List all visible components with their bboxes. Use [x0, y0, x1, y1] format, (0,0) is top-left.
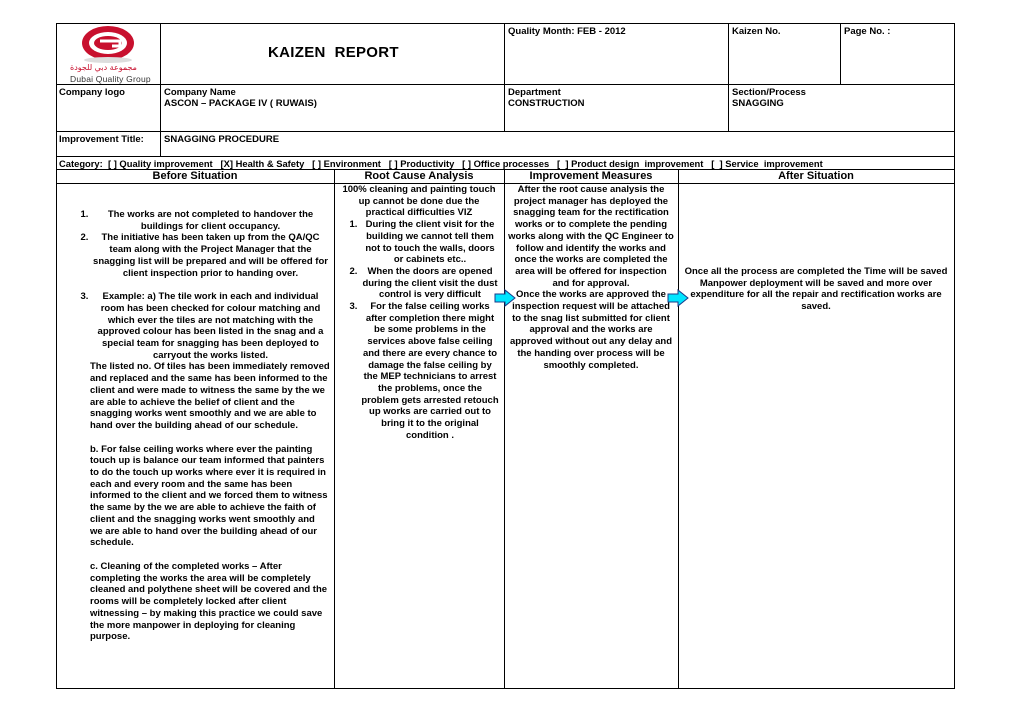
divider-quality: [728, 23, 729, 132]
rule-below-colheads: [56, 183, 955, 184]
before-item-2: 2. The initiative has been taken up from the QA/QC team along with the Project Manager that the snagging list will be prepared and will be offered for client inspection prior to handing over.: [91, 232, 330, 279]
heading-improvement: Improvement Measures: [529, 170, 653, 182]
logo-text: Dubai Quality Group: [70, 74, 151, 84]
border-right: [954, 23, 955, 689]
border-bottom: [56, 688, 955, 689]
divider-logo: [160, 23, 161, 132]
before-para-b: b. For false ceiling works where ever the painting touch up is balance our team informed that painters to do the touch up works where ever it is required in each and every room and the same has been informed to the client and we forced them to witness the same by the we are able to achieve the faith of client and the snagging works went smoothly and we are able to hand over the building ahead of our schedule.: [90, 443, 328, 549]
before-content: [68, 209, 330, 643]
heading-after: After Situation: [778, 170, 854, 182]
before-para-c: c. Cleaning of the completed works – After completing the works the area will be completely cleaned and polythene sheet will be covered and the rooms will be completely locked after client witnessing – by making this practice we could save the more manpower in deploying for cleaning purpose.: [90, 560, 328, 643]
improvement-title-value: SNAGGING PROCEDURE: [164, 134, 280, 145]
divider-title: [504, 23, 505, 132]
improvement-para-2: Once the works are approved the inspection request will be attached to the snag list submitted for client approval and the works are approved without out any delay and the handing over process will be smoothly completed.: [509, 289, 673, 371]
root-intro: 100% cleaning and painting touch up cannot be done due the practical difficulties VIZ: [342, 184, 496, 219]
heading-before: Before Situation: [152, 170, 238, 182]
rule-below-company: [56, 131, 955, 132]
department-label: Department: [508, 87, 561, 98]
arrow-right-icon: [667, 289, 689, 307]
section-label: Section/Process: [732, 87, 806, 98]
department-value: CONSTRUCTION: [508, 98, 585, 109]
quality-month: Quality Month: FEB - 2012: [508, 26, 626, 37]
divider-col2: [504, 169, 505, 689]
divider-col3: [678, 169, 679, 689]
border-top: [56, 23, 955, 24]
before-para-a: The listed no. Of tiles has been immediately removed and replaced and the same has been informed to the client and were made to witness the same by the we are able to achieve the belief of client and the snagging works went smoothly and we are able to hand over the building ahead of our schedule.: [90, 361, 330, 431]
root-item-2: 2. When the doors are opened during the client visit the dust control is very difficult: [360, 266, 500, 301]
company-name-label: Company Name: [164, 87, 236, 98]
logo-text-ar: مجموعة دبي للجودة: [70, 63, 137, 72]
before-item-1: 1. The works are not completed to handover the buildings for client occupancy.: [91, 209, 330, 232]
company-name-value: ASCON – PACKAGE IV ( RUWAIS): [164, 98, 317, 109]
root-item-3: 3. For the false ceiling works after completion there might be some problems in the services above false ceiling and there are every chance to damage the false ceiling by the MEP technicians to arrest the problems, once the problem gets arrested retouch up works are carried out to bring it to the original condition .: [360, 301, 500, 441]
divider-imp-title: [160, 131, 161, 157]
improvement-content: [507, 184, 675, 371]
arrow-right-icon: [494, 289, 516, 307]
before-item-3: 3. Example: a) The tile work in each and individual room has been checked for colour matching and which ever the tiles are not matching with the approved colour has been listed in the snag and a special team for snagging has been deployed to carryout the works listed.: [91, 291, 330, 361]
divider-col1: [334, 169, 335, 689]
divider-kaizen: [840, 23, 841, 85]
company-logo: [70, 23, 158, 85]
heading-root: Root Cause Analysis: [364, 170, 474, 182]
page-no-label: Page No. :: [844, 26, 891, 37]
improvement-para-1: After the root cause analysis the project manager has deployed the snagging team for the rectification works or to complete the pending works along with the QC Engineer to follow and identify the works and once the works are completed the area will be offered for inspection and for approval.: [508, 184, 674, 289]
section-value: SNAGGING: [732, 98, 784, 109]
rule-below-header: [56, 84, 955, 85]
report-title: KAIZEN REPORT: [268, 44, 399, 61]
after-content: Once all the process are completed the Time will be saved Manpower deployment will be saved and more over expenditure for all the repair and rectification works are saved.: [684, 266, 948, 313]
improvement-title-label: Improvement Title:: [59, 134, 144, 145]
company-logo-label: Company logo: [59, 87, 125, 98]
category-line: Category: [ ] Quality improvement [X] Health & Safety [ ] Environment [ ] Productivity [ ] Office processes [ ] Product design improvement [ ] Service improvement: [59, 158, 823, 169]
root-item-1: 1. During the client visit for the building we cannot tell them not to touch the walls, doors or cabinets etc..: [360, 219, 500, 266]
kaizen-no-label: Kaizen No.: [732, 26, 781, 37]
border-left: [56, 23, 57, 689]
rule-below-title: [56, 156, 955, 157]
root-content: [338, 184, 500, 441]
